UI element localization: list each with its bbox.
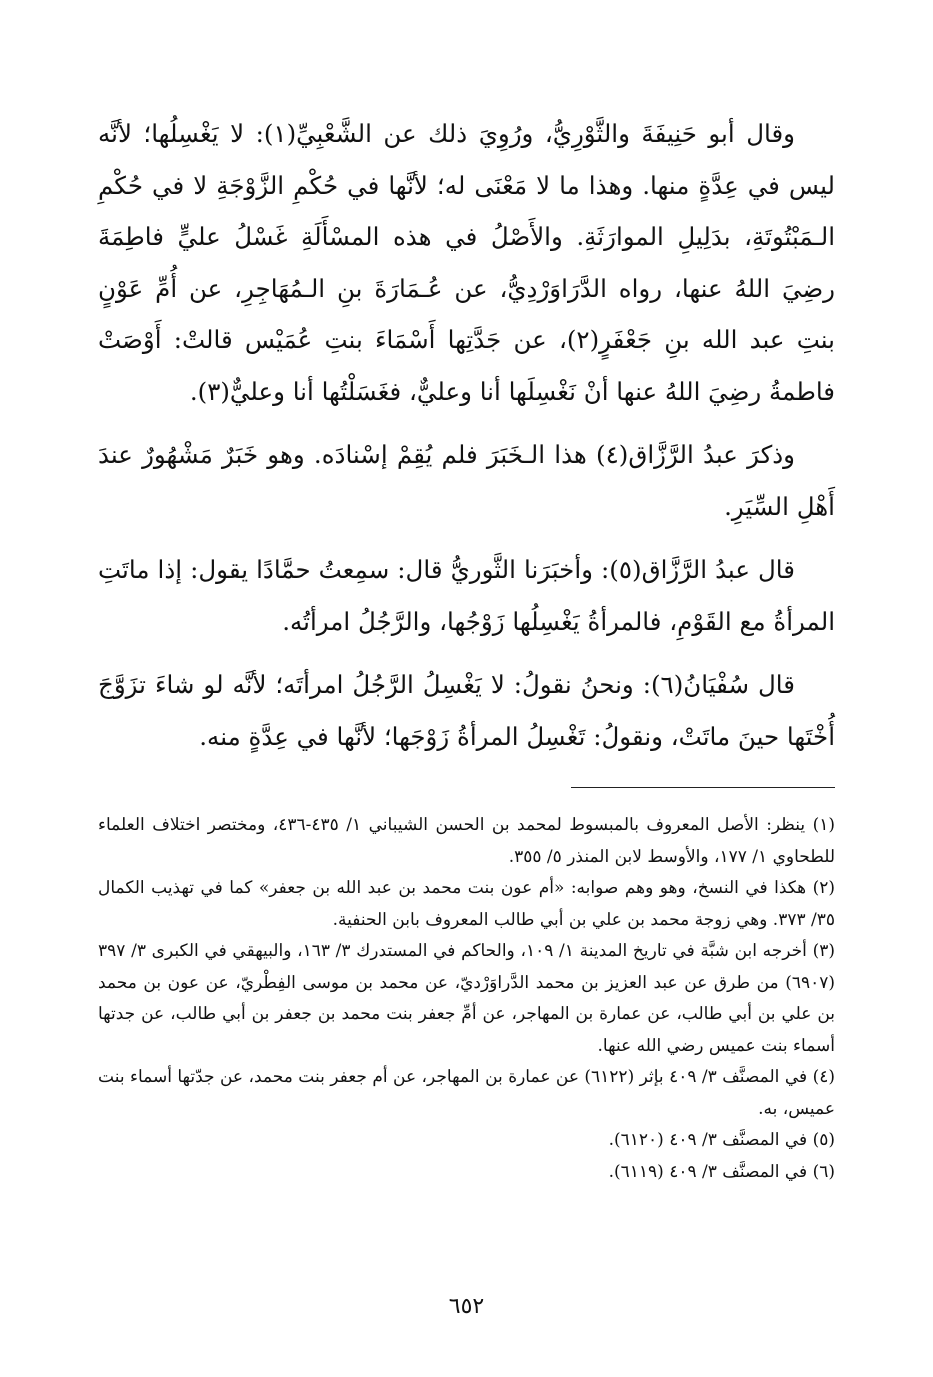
footnote-2: (٢) هكذا في النسخ، وهو وهم صوابه: «أم عون بنت محمد بن عبد الله بن جعفر» كما في تهذيب الكمال ٣٥/ ٣٧٣. وهي زوجة محمد بن علي بن أبي طالب المعروف بابن الحنفية. (98, 878, 835, 930)
footnote-6: (٦) في المصنَّف ٣/ ٤٠٩ (٦١١٩). (608, 1161, 835, 1182)
paragraph-2: وذكرَ عبدُ الرَّزَّاق(٤) هذا الـخَبَرَ فلم يُقِمْ إسْنادَه. وهو خَبَرٌ مَشْهُورٌ عندَ أَهْلِ السِّيَرِ. (98, 440, 835, 521)
footnote-1: (١) ينظر: الأصل المعروف بالمبسوط لمحمد بن الحسن الشيباني ١/ ٤٣٥-٤٣٦، ومختصر اختلاف العلماء للطحاوي ١/ ١٧٧، والأوسط لابن المنذر ٥/ ٣٥٥. (98, 815, 835, 867)
paragraph-3: قال عبدُ الرَّزَّاق(٥): وأخبَرَنا الثَّوريُّ قال: سمِعتُ حمَّادًا يقول: إذا ماتَتِ المرأةُ مع القَوْمِ، فالمرأةُ يَغْسِلُها زَوْجُها، والرَّجُلُ امرأتُه. (98, 555, 835, 636)
paragraph-1: وقال أبو حَنِيفَةَ والثَّوْرِيُّ، ورُوِيَ ذلك عن الشَّعْبِيِّ(١): لا يَغْسِلُها؛ لأنَّه ليس في عِدَّةٍ منها. وهذا ما لا مَعْنَى له؛ لأنَّها في حُكْمِ الزَّوْجَةِ لا في حُكْمِ الـمَبْتُوتَةِ، بدَلِيلِ الموارَثَةِ. والأَصْلُ في هذه المسْأَلَةِ غَسْلُ عليٍّ فاطِمَةَ رضِيَ اللهُ عنها، رواه الدَّرَاوَرْدِيُّ، عن عُـمَارَةَ بنِ الـمُهَاجِرِ، عن أُمِّ عَوْنٍ بنتِ عبد الله بنِ جَعْفَرٍ(٢)، عن جَدَّتِها أَسْمَاءَ بنتِ عُمَيْس قالتْ: أَوْصَتْ فاطمةُ رضِيَ اللهُ عنها أنْ نَغْسِلَها أنا وعليٌّ، فغَسَلْتُها أنا وعليٌّ(٣). (98, 119, 836, 406)
page-number: ٦٥٢ (448, 1294, 485, 1319)
paragraph-4: قال سُفْيَانُ(٦): ونحنُ نقولُ: لا يَغْسِلُ الرَّجُلُ امرأتَه؛ لأنَّه لو شاءَ تزَوَّجَ أُخْتَها حينَ ماتَتْ، ونقولُ: تَغْسِلُ المرأةُ زَوْجَها؛ لأنَّها في عِدَّةٍ منه. (98, 670, 835, 751)
footnote-separator (571, 787, 835, 788)
footnote-3: (٣) أخرجه ابن شبَّة في تاريخ المدينة ١/ ١٠٩، والحاكم في المستدرك ٣/ ١٦٣، والبيهقي في الكبرى ٣/ ٣٩٧ (٦٩٠٧) من طرق عن عبد العزيز بن محمد الدَّراوَرْديّ، عن محمد بن موسى الفِطْريّ، عن عون بن محمد بن علي بن أبي طالب، عن عمارة بن المهاجر، عن أمِّ جعفر بنت محمد بن جعفر بن أبي طالب، عن جدتها أسماء بنت عميس رضي الله عنها. (98, 941, 835, 1056)
footnote-5: (٥) في المصنَّف ٣/ ٤٠٩ (٦١٢٠). (608, 1130, 835, 1150)
main-text (98, 108, 835, 774)
footnote-4: (٤) في المصنَّف ٣/ ٤٠٩ بإثر (٦١٢٢) عن عمارة بن المهاجر، عن أم جعفر بنت محمد، عن جدّتها أسماء بنت عميس، به. (98, 1067, 835, 1119)
footnotes (98, 810, 835, 1188)
